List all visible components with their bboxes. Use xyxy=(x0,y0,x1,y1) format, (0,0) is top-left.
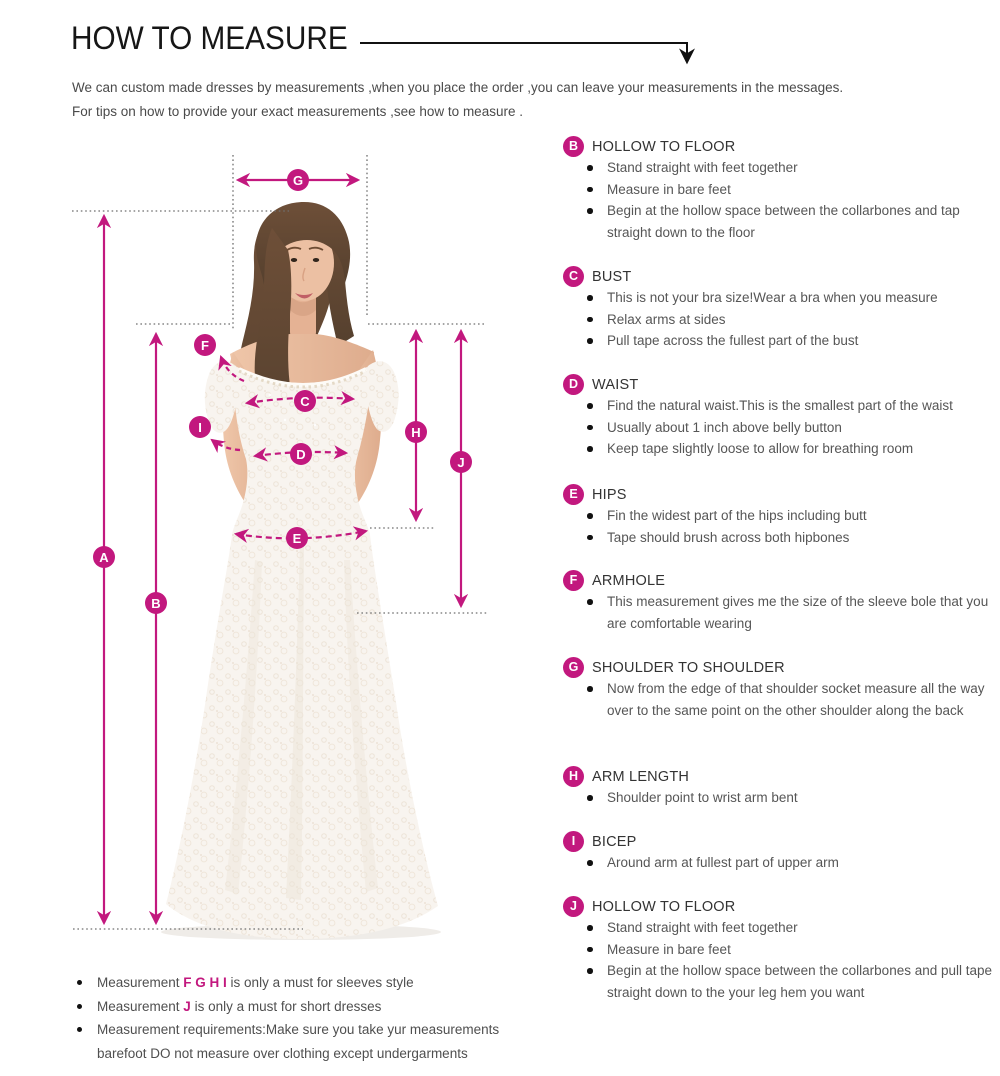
section-shoulder-to-shoulder xyxy=(563,657,1000,721)
intro-line-1: We can custom made dresses by measurements ,when you place the order ,you can leave your measurements in the messages. xyxy=(72,80,844,95)
note-text: is only a must for short dresses xyxy=(190,998,382,1014)
section-title: HOLLOW TO FLOOR xyxy=(592,898,736,915)
section-badge: E xyxy=(563,484,584,505)
badge-letter: D xyxy=(296,446,306,462)
section-title: HOLLOW TO FLOOR xyxy=(592,138,736,155)
section-header xyxy=(563,136,1000,157)
instruction-item: Measure in bare feet xyxy=(563,179,1000,201)
note-text: is only a must for sleeves style xyxy=(226,975,414,990)
diagram-badge-D xyxy=(290,443,312,465)
note-text: Measurement requirements:Make sure you take yur measurements barefoot DO not measure over clothing except undergarments xyxy=(97,1022,500,1061)
footnote-item xyxy=(76,995,531,1019)
diagram-badge-H xyxy=(405,421,427,443)
section-waist xyxy=(563,374,1000,460)
section-header xyxy=(563,657,1000,678)
section-badge: F xyxy=(563,570,584,591)
badge-letter: B xyxy=(151,595,161,611)
section-badge: G xyxy=(563,657,584,678)
instruction-item: Tape should brush across both hipbones xyxy=(563,527,1000,549)
instruction-item: Shoulder point to wrist arm bent xyxy=(563,787,1000,809)
section-title: WAIST xyxy=(592,376,639,393)
section-title: HIPS xyxy=(592,486,627,503)
section-hollow-to-floor-b xyxy=(563,136,1000,243)
badge-letter: J xyxy=(457,454,465,470)
title-arrow xyxy=(360,43,687,62)
section-badge: D xyxy=(563,374,584,395)
section-badge: J xyxy=(563,896,584,917)
section-bust xyxy=(563,266,1000,352)
section-armhole xyxy=(563,570,1000,634)
instruction-item: Stand straight with feet together xyxy=(563,917,1000,939)
section-header xyxy=(563,766,1000,787)
badge-letter: E xyxy=(292,530,302,546)
instruction-item: Pull tape across the fullest part of the bust xyxy=(563,330,1000,352)
note-highlight: J xyxy=(183,998,191,1014)
diagram-badge-I xyxy=(189,416,211,438)
instruction-item: Relax arms at sides xyxy=(563,309,1000,331)
footnote-item xyxy=(76,1018,531,1065)
badge-letter: F xyxy=(201,337,209,353)
badge-letter: G xyxy=(292,172,304,188)
section-header xyxy=(563,374,1000,395)
note-text: Measurement xyxy=(97,975,184,990)
instruction-item: Find the natural waist.This is the smallest part of the waist xyxy=(563,395,1000,417)
section-header xyxy=(563,831,1000,852)
instruction-item: Measure in bare feet xyxy=(563,939,1000,961)
diagram-badge-G xyxy=(287,169,309,191)
section-hips xyxy=(563,484,1000,548)
instruction-item: Around arm at fullest part of upper arm xyxy=(563,852,1000,874)
note-highlight: F G H I xyxy=(183,975,227,990)
section-header xyxy=(563,484,1000,505)
section-header xyxy=(563,570,1000,591)
section-bicep xyxy=(563,831,1000,874)
section-header xyxy=(563,896,1000,917)
section-title: ARM LENGTH xyxy=(592,768,690,785)
diagram-badge-C xyxy=(294,390,316,412)
model-illustration xyxy=(161,202,441,940)
instruction-item: Begin at the hollow space between the collarbones and pull tape straight down to the your leg hem you want xyxy=(563,960,1000,1003)
instruction-item: Now from the edge of that shoulder socket measure all the way over to the same point on the other shoulder along the back xyxy=(563,678,1000,721)
instruction-item: This is not your bra size!Wear a bra when you measure xyxy=(563,287,1000,309)
section-badge: B xyxy=(563,136,584,157)
section-title: BICEP xyxy=(592,833,637,850)
badge-letter: A xyxy=(99,549,109,565)
intro-line-2: For tips on how to provide your exact measurements ,see how to measure . xyxy=(72,104,523,119)
diagram-badge-J xyxy=(450,451,472,473)
section-title: BUST xyxy=(592,268,632,285)
badge-letter: I xyxy=(198,419,202,435)
badge-letter: H xyxy=(411,424,421,440)
note-text: Measurement xyxy=(97,998,184,1014)
section-title: ARMHOLE xyxy=(592,572,666,589)
section-hollow-to-floor-j xyxy=(563,896,1000,1003)
section-badge: H xyxy=(563,766,584,787)
diagram-badge-A xyxy=(93,546,115,568)
footnote-item xyxy=(76,971,531,995)
footnotes xyxy=(76,971,531,1065)
diagram-badge-F xyxy=(194,334,216,356)
instruction-item: Keep tape slightly loose to allow for breathing room xyxy=(563,438,1000,460)
instruction-item: This measurement gives me the size of the sleeve bole that you are comfortable wearing xyxy=(563,591,1000,634)
section-title: SHOULDER TO SHOULDER xyxy=(592,659,785,676)
instruction-item: Stand straight with feet together xyxy=(563,157,1000,179)
section-badge: C xyxy=(563,266,584,287)
diagram-badge-B xyxy=(145,592,167,614)
page-title: HOW TO MEASURE xyxy=(71,20,348,56)
badge-letter: C xyxy=(300,393,310,409)
instruction-item: Fin the widest part of the hips including butt xyxy=(563,505,1000,527)
instruction-item: Usually about 1 inch above belly button xyxy=(563,417,1000,439)
section-arm-length xyxy=(563,766,1000,809)
section-badge: I xyxy=(563,831,584,852)
section-header xyxy=(563,266,1000,287)
instruction-item: Begin at the hollow space between the collarbones and tap straight down to the floor xyxy=(563,200,1000,243)
diagram-badge-E xyxy=(286,527,308,549)
